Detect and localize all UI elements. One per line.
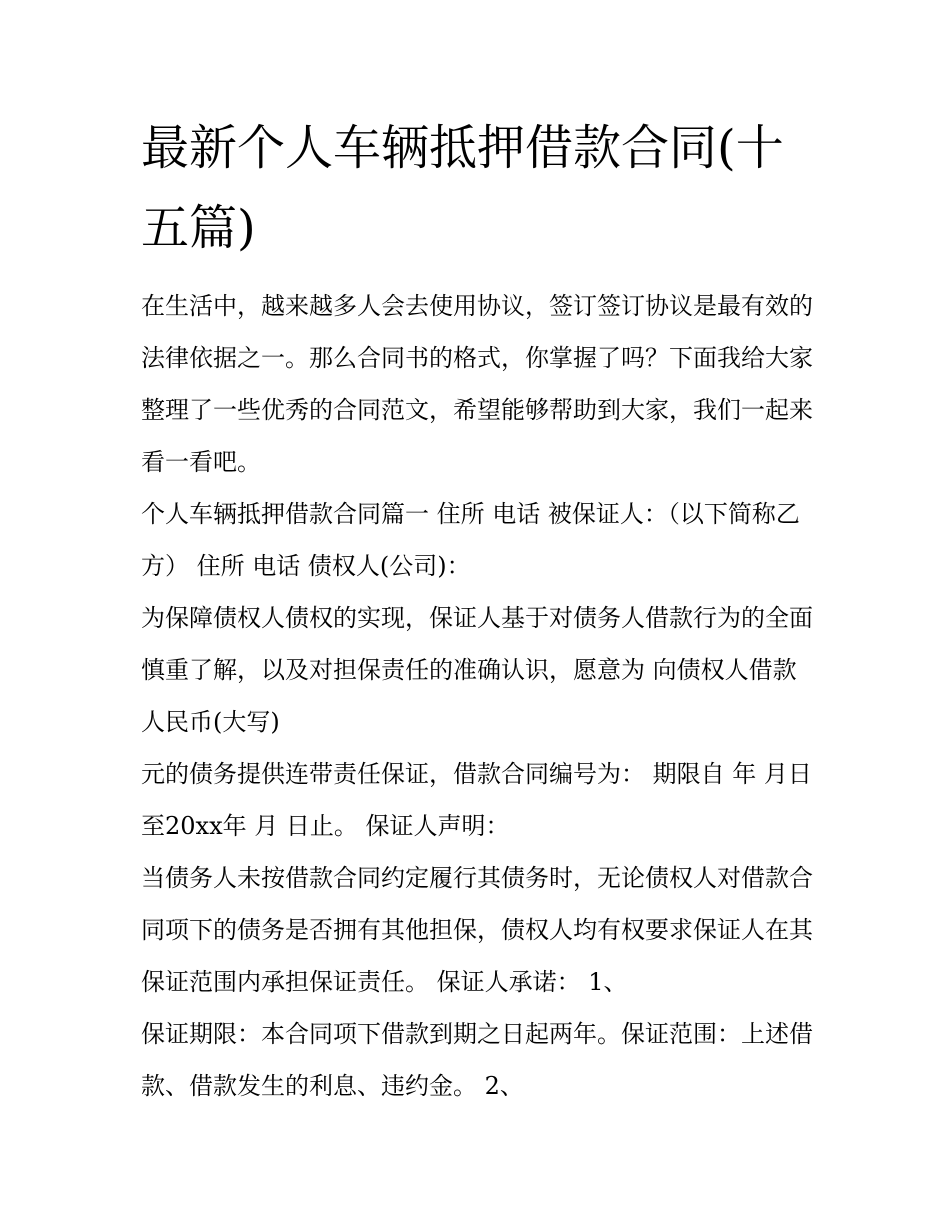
- paragraph-intro: 在生活中，越来越多人会去使用协议，签订签订协议是最有效的法律依据之一。那么合同书的格式，你掌握了吗？下面我给大家整理了一些优秀的合同范文，希望能够帮助到大家，我们一起来看一看吧。: [141, 292, 813, 476]
- document-title: 最新个人车辆抵押借款合同(十五篇): [141, 120, 784, 256]
- document-body: [141, 108, 813, 1112]
- paragraph-term: 元的债务提供连带责任保证，借款合同编号为： 期限自 年 月日至20xx年 月 日止。 保证人声明：: [141, 760, 812, 840]
- paragraph-scope: 保证期限：本合同项下借款到期之日起两年。保证范围：上述借款、借款发生的利息、违约金。 2、: [141, 1020, 813, 1100]
- paragraph-liability: 当债务人未按借款合同约定履行其债务时，无论债权人对借款合同项下的债务是否拥有其他担保，债权人均有权要求保证人在其保证范围内承担保证责任。 保证人承诺： 1、: [141, 864, 813, 996]
- paragraph-parties: 个人车辆抵押借款合同篇一 住所 电话 被保证人：（以下简称乙方） 住所 电话 债权人(公司)：: [141, 500, 800, 580]
- paragraph-purpose: 为保障债权人债权的实现，保证人基于对债务人借款行为的全面慎重了解，以及对担保责任的准确认识，愿意为 向债权人借款人民币(大写): [141, 604, 813, 736]
